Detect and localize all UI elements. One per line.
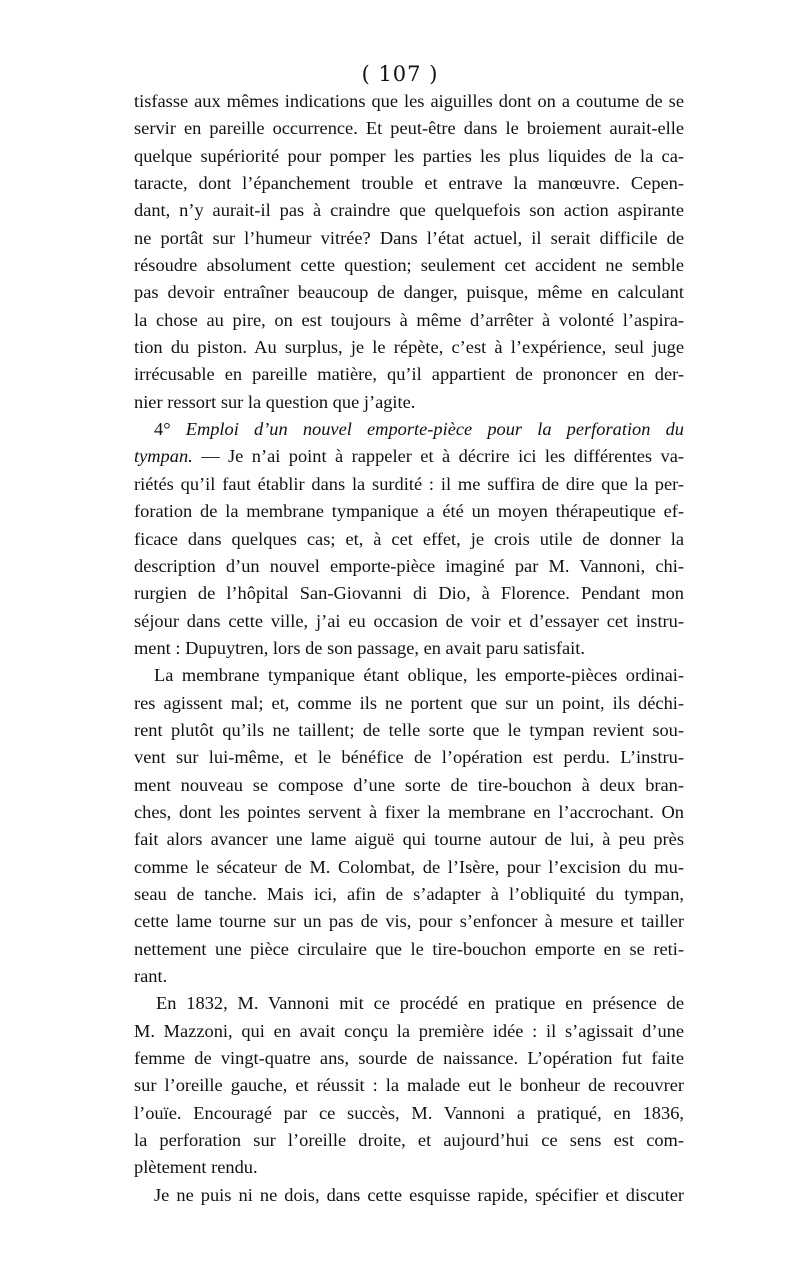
text-line: la perforation sur l’oreille droite, et aujourd’hui ce sens est com- xyxy=(134,1130,684,1151)
text-line: ches, dont les pointes servent à fixer la membrane en l’accrochant. On xyxy=(134,801,684,822)
paragraph xyxy=(134,662,684,990)
text-line: servir en pareille occurrence. Et peut-être dans le broiement aurait-elle xyxy=(134,118,684,139)
text-line: tion du piston. Au surplus, je le répète, c’est à l’expérience, seul juge xyxy=(134,337,684,358)
text-line xyxy=(134,443,684,470)
text-line: tisfasse aux mêmes indications que les aiguilles dont on a coutume de se xyxy=(134,91,684,111)
paragraph xyxy=(134,88,684,416)
paragraph xyxy=(134,1182,684,1209)
text-line: cette lame tourne sur un pas de vis, pour s’enfoncer à mesure et tailler xyxy=(134,911,684,932)
text-line: sur l’oreille gauche, et réussit : la malade eut le bonheur de recouvrer xyxy=(134,1075,684,1096)
text-line: séjour dans cette ville, j’ai eu occasion de voir et d’essayer cet instru- xyxy=(134,610,684,631)
paragraph xyxy=(134,990,684,1181)
text-line: M. Mazzoni, qui en avait conçu la première idée : il s’agissait d’une xyxy=(134,1020,684,1041)
text-line: taracte, dont l’épanchement trouble et entrave la manœuvre. Cepen- xyxy=(134,173,684,194)
section-title: Emploi d’un nouvel emporte-pièce pour la perforation du xyxy=(185,419,684,440)
text-line: description d’un nouvel emporte-pièce imaginé par M. Vannoni, chi- xyxy=(134,555,684,576)
text-line: femme de vingt-quatre ans, sourde de naissance. L’opération fut faite xyxy=(134,1048,684,1069)
text-line: ment : Dupuytren, lors de son passage, en avait paru satisfait. xyxy=(134,637,585,658)
text-line: ment nouveau se compose d’une sorte de tire-bouchon à deux bran- xyxy=(134,774,684,795)
text-line: ficace dans quelques cas; et, à cet effet, je crois utile de donner la xyxy=(134,528,684,549)
text-line: rent plutôt qu’ils ne taillent; de telle sorte que le tympan revient sou- xyxy=(134,719,684,740)
text-line: nier ressort sur la question que j’agite. xyxy=(134,391,416,412)
text-line: Je ne puis ni ne dois, dans cette esquisse rapide, spécifier et discuter xyxy=(154,1184,684,1205)
text-line: foration de la membrane tympanique a été un moyen thérapeutique ef- xyxy=(134,501,684,522)
text-line: quelque supériorité pour pomper les parties les plus liquides de la ca- xyxy=(134,145,684,166)
section-title-continued: tympan. xyxy=(134,446,193,467)
text-line: riétés qu’il faut établir dans la surdité : il me suffira de dire que la per- xyxy=(134,473,684,494)
text-line: seau de tanche. Mais ici, afin de s’adapter à l’obliquité du tympan, xyxy=(134,883,684,904)
text-line: rant. xyxy=(134,966,168,986)
text-line: résoudre absolument cette question; seulement cet accident ne semble xyxy=(134,255,684,276)
text-line: plètement rendu. xyxy=(134,1157,258,1178)
section-number: 4° xyxy=(154,419,171,440)
text-line: vent sur lui-même, et le bénéfice de l’opération est perdu. L’instru- xyxy=(134,747,684,768)
text-line: En 1832, M. Vannoni mit ce procédé en pratique en présence de xyxy=(156,993,684,1014)
text-line: irrécusable en pareille matière, qu’il appartient de prononcer en der- xyxy=(134,364,684,385)
text-line: res agissent mal; et, comme ils ne portent que sur un point, ils déchi- xyxy=(134,692,684,713)
text-line: rurgien de l’hôpital San-Giovanni di Dio, à Florence. Pendant mon xyxy=(134,583,684,604)
text-line: dant, n’y aurait-il pas à craindre que quelquefois son action aspirante xyxy=(134,200,684,221)
text-line: La membrane tympanique étant oblique, les emporte-pièces ordinai- xyxy=(154,665,684,686)
text-line: la chose au pire, on est toujours à même d’arrêter à volonté l’aspira- xyxy=(134,309,684,330)
text-line: fait alors avancer une lame aiguë qui tourne autour de lui, à peu près xyxy=(134,829,684,850)
body-text xyxy=(134,88,684,1209)
text-line: l’ouïe. Encouragé par ce succès, M. Vannoni a pratiqué, en 1836, xyxy=(134,1102,684,1123)
text-line: ne portât sur l’humeur vitrée? Dans l’état actuel, il serait difficile de xyxy=(134,227,684,248)
text-line: comme le sécateur de M. Colombat, de l’Isère, pour l’excision du mu- xyxy=(134,856,684,877)
page-number: ( 107 ) xyxy=(361,62,439,86)
text-line: pas devoir entraîner beaucoup de danger, puisque, même en calculant xyxy=(134,282,684,303)
section-heading-line xyxy=(134,416,684,443)
section-paragraph xyxy=(134,416,684,662)
text-line: nettement une pièce circulaire que le tire-bouchon emporte en se reti- xyxy=(134,938,684,959)
text-fragment: — Je n’ai point à rappeler et à décrire ici les différentes va- xyxy=(201,446,684,467)
